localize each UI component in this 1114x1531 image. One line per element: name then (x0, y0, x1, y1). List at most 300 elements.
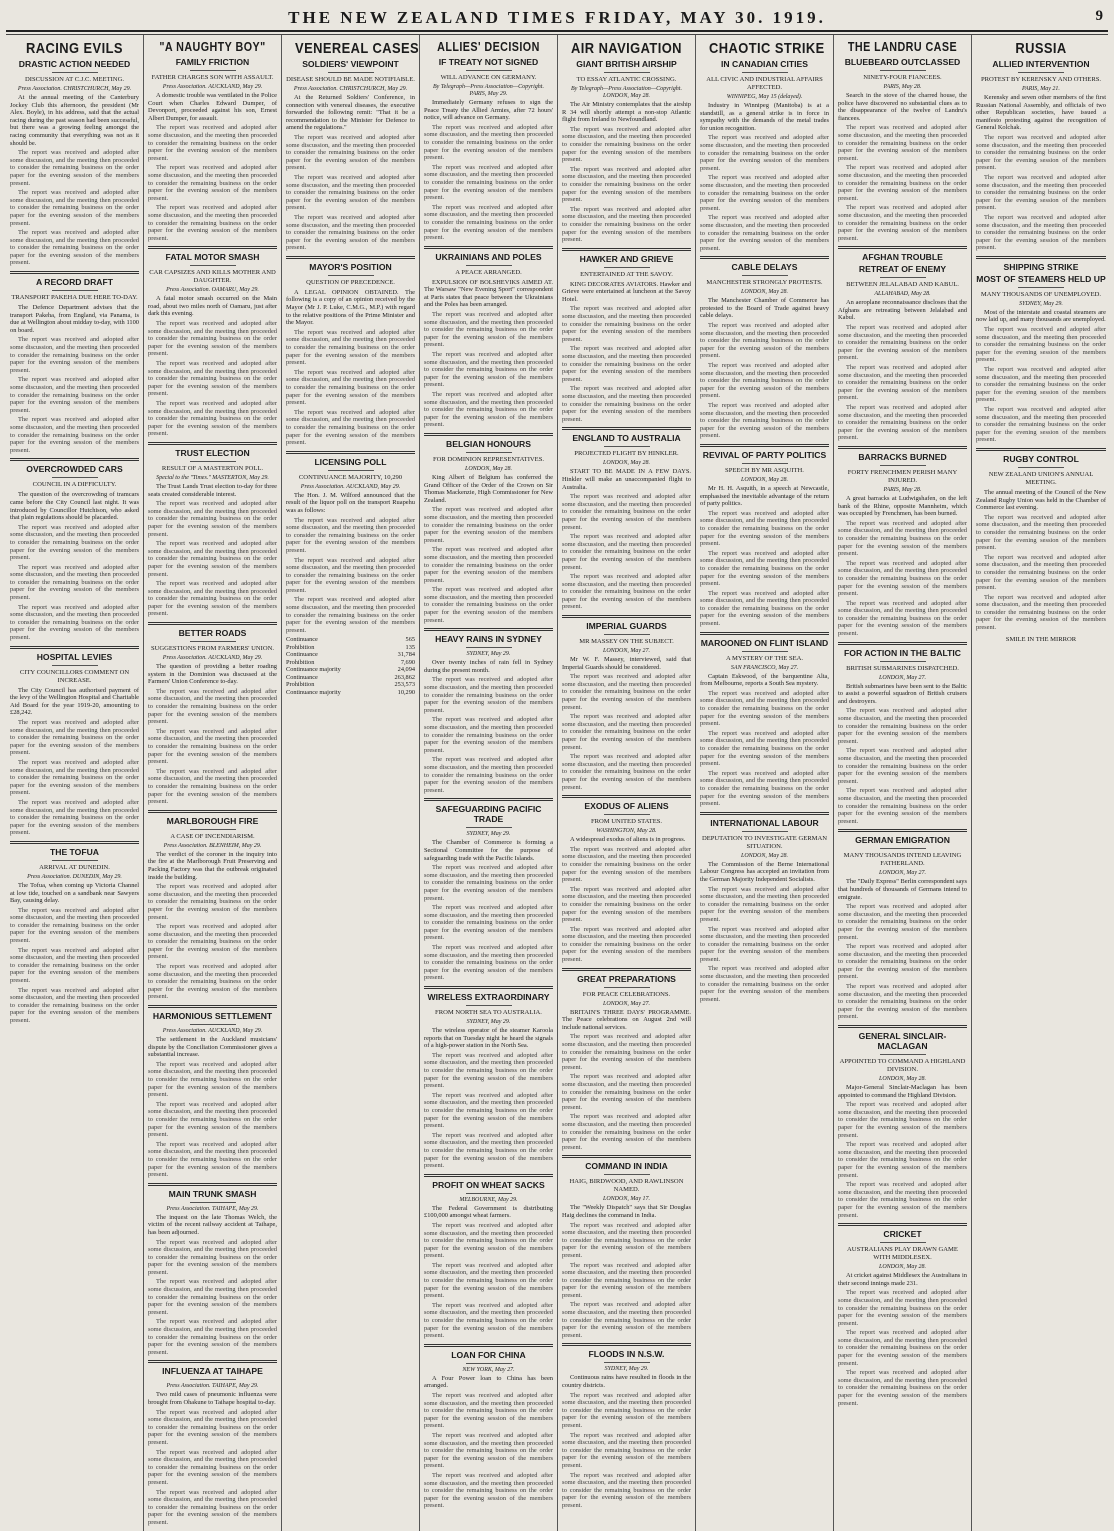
article (976, 448, 1106, 632)
article (562, 615, 691, 791)
article-text-filler: The report was received and adopted after some discussion, and the meeting then proceeded to consider the remaining business on the order paper for the evening session of the members present. (424, 1091, 553, 1130)
article-body: The Commission of the Berne International Labour Congress has accepted an invitation from the German Majority Independent Socialists. (700, 860, 829, 883)
article-text-filler: The report was received and adopted after some discussion, and the meeting then proceeded to consider the remaining business on the order paper for the evening session of the members present. (562, 1073, 691, 1111)
article (148, 246, 277, 438)
article (838, 829, 967, 1021)
article-body: A LEGAL OPINION OBTAINED. The following is a copy of an opinion received by the Mayor (Mr J. P. Luke, C.M.G., M.P.) with regard to the relative positions of the Prime Minister and the Mayor. (286, 288, 415, 327)
poll-row (286, 651, 415, 659)
article-text-filler: The report was received and adopted after some discussion, and the meeting then proceeded to consider the remaining business on the order paper for the evening session of the members present. (838, 1141, 967, 1179)
article-text-filler: The report was received and adopted after some discussion, and the meeting then proceeded to consider the remaining business on the order paper for the evening session of the members present. (700, 925, 829, 963)
article (424, 628, 553, 794)
article-headline: HOSPITAL LEVIES (36, 651, 113, 662)
headline-rule (742, 72, 788, 73)
article-headline: GENERAL SINCLAIR-MACLAGAN (858, 1031, 947, 1052)
article-headline: CRICKET (883, 1229, 922, 1240)
article-text-filler: The report was received and adopted after some discussion, and the meeting then proceeded to consider the remaining business on the order paper for the evening session of the members present. (562, 1301, 691, 1339)
article-dateline: LONDON, May 27. (878, 870, 926, 877)
article-deck: DISEASE SHOULD BE MADE NOTIFIABLE. (286, 76, 415, 83)
article-text-filler: The report was received and adopted after some discussion, and the meeting then proceeded to consider the remaining business on the order paper for the evening session of the members present. (562, 125, 691, 164)
page-number: 9 (1095, 8, 1106, 24)
article-divider (700, 256, 829, 259)
article-text-filler: The report was received and adopted after some discussion, and the meeting then proceeded to consider the remaining business on the order paper for the evening session of the members present. (562, 1113, 691, 1151)
poll-value: 263,862 (394, 673, 415, 681)
article-body: The Air Ministry contemplates that the airship R 34 will shortly attempt a non-stop Atlantic flight from Ireland to Newfoundland. (562, 101, 691, 124)
article-body: Immediately Germany refuses to sign the Peace Treaty the Allied Armies, after 72 hours' notice, will advance on Germany. (424, 99, 553, 122)
article-dateline: By Telegraph—Press Association—Copyright. LONDON, May 28. (571, 86, 682, 99)
article-dateline: SYDNEY, May 29. (604, 1366, 649, 1373)
article-subhead: ALLIED INTERVENTION (992, 59, 1090, 69)
poll-label: Prohibition (286, 681, 315, 689)
article-dateline: SYDNEY, May 29. (466, 831, 511, 838)
article-text-filler: The report was received and adopted after some discussion, and the meeting then proceeded to consider the remaining business on the order paper for the evening session of the members present. (838, 1181, 967, 1219)
article-text-filler: The report was received and adopted after some discussion, and the meeting then proceeded to consider the remaining business on the order paper for the evening session of the members present. (976, 133, 1106, 172)
poll-label: Continuance (286, 636, 318, 644)
headline-rule (742, 651, 788, 652)
article-text-filler: The report was received and adopted after some discussion, and the meeting then proceeded to consider the remaining business on the order paper for the evening session of the members present. (700, 689, 829, 728)
article-text-filler: The report was received and adopted after some discussion, and the meeting then proceeded to consider the remaining business on the order paper for the evening session of the members present. (424, 904, 553, 942)
article-body: Two mild cases of pneumonic influenza were brought from Ohakune to Taihape hospital to-day. (148, 1391, 277, 1406)
headline-rule (604, 267, 650, 268)
article-text-filler: The report was received and adopted after some discussion, and the meeting then proceeded to consider the remaining business on the order paper for the evening session of the members present. (424, 676, 553, 714)
article-text-filler: The report was received and adopted after some discussion, and the meeting then proceeded to consider the remaining business on the order paper for the evening session of the members present. (424, 123, 553, 162)
poll-value: 565 (405, 636, 415, 644)
article-text-filler: The report was received and adopted after some discussion, and the meeting then proceeded to consider the remaining business on the order paper for the evening session of the members present. (976, 366, 1106, 404)
article-dateline: NEW YORK, May 27. (462, 1366, 515, 1373)
column-3 (282, 35, 420, 1531)
article-divider (424, 986, 553, 989)
article-deck: DEPUTATION TO INVESTIGATE GERMAN SITUATION. (701, 834, 828, 850)
poll-label: Continuance majority (286, 666, 341, 674)
article-text-filler: The report was received and adopted after some discussion, and the meeting then proceeded to consider the remaining business on the order paper for the evening session of the members present. (976, 513, 1106, 552)
article-divider (700, 812, 829, 815)
headline-rule (604, 814, 650, 815)
article-text-filler: The report was received and adopted after some discussion, and the meeting then proceeded to consider the remaining business on the order paper for the evening session of the members present. (424, 391, 553, 429)
article-text-filler: The report was received and adopted after some discussion, and the meeting then proceeded to consider the remaining business on the order paper for the evening session of the members present. (700, 402, 829, 440)
article-text-filler: The report was received and adopted after some discussion, and the meeting then proceeded to consider the remaining business on the order paper for the evening session of the members present. (562, 753, 691, 791)
article-headline: OVERCROWDED CARS (26, 464, 123, 475)
article-divider (148, 1183, 277, 1186)
article-headline: INFLUENZA AT TAIHAPE (162, 1366, 263, 1377)
article-text-filler: The report was received and adopted after some discussion, and the meeting then proceeded to consider the remaining business on the order paper for the evening session of the members present. (148, 540, 277, 578)
poll-row (286, 644, 415, 652)
article-deck: SUGGESTIONS FROM FARMERS' UNION. (150, 645, 275, 653)
article-headline: FLOODS IN N.S.W. (588, 1349, 665, 1360)
article-deck: BRITISH SUBMARINES DISPATCHED. (846, 664, 959, 672)
article-text-filler: The report was received and adopted after some discussion, and the meeting then proceeded to consider the remaining business on the order paper for the evening session of the members present. (10, 603, 139, 642)
column-8 (972, 35, 1110, 1531)
article-dateline: SAN FRANCISCO, May 27. (730, 664, 799, 671)
article-text-filler: The report was received and adopted after some discussion, and the meeting then proceeded to consider the remaining business on the order paper for the evening session of the members present. (424, 756, 553, 794)
poll-label: Prohibition (286, 658, 315, 666)
article-text-filler: The report was received and adopted after some discussion, and the meeting then proceeded to consider the remaining business on the order paper for the evening session of the members present. (700, 885, 829, 923)
article-divider (10, 841, 139, 844)
article-dateline: By Telegraph—Press Association—Copyright. PARIS, May 29. (433, 84, 544, 97)
article-divider (10, 646, 139, 649)
article-subhead: RETREAT OF ENEMY (858, 264, 947, 275)
article (10, 646, 139, 837)
article-text-filler: The report was received and adopted after some discussion, and the meeting then proceeded to consider the remaining business on the order paper for the evening session of the members present. (148, 1060, 277, 1099)
article (148, 810, 277, 1001)
article-text-filler: The report was received and adopted after some discussion, and the meeting then proceeded to consider the remaining business on the order paper for the evening session of the members present. (286, 133, 415, 172)
article (976, 40, 1106, 252)
article-body: Over twenty inches of rain fell in Sydney during the present month. (424, 659, 553, 674)
article-subhead: FAMILY FRICTION (175, 57, 250, 67)
headline-rule (190, 461, 236, 462)
article-divider (286, 256, 415, 259)
poll-results (286, 636, 415, 696)
article-headline: LOAN FOR CHINA (451, 1349, 526, 1360)
article (700, 812, 829, 1004)
headline-rule (742, 275, 788, 276)
article (562, 40, 691, 244)
headline-rule (190, 829, 236, 830)
headline-rule (1018, 287, 1064, 288)
article-text-filler: The report was received and adopted after some discussion, and the meeting then proceeded to consider the remaining business on the order paper for the evening session of the members present. (148, 1100, 277, 1139)
article (562, 795, 691, 964)
article-text-filler: The report was received and adopted after some discussion, and the meeting then proceeded to consider the remaining business on the order paper for the evening session of the members present. (286, 596, 415, 634)
article-text-filler: The report was received and adopted after some discussion, and the meeting then proceeded to consider the remaining business on the order paper for the evening session of the members present. (424, 1261, 553, 1300)
headline-rule (466, 1005, 512, 1006)
article-body: An aeroplane reconnaissance discloses that the Afghans are retreating between Jelalabad and Kabul. (838, 299, 967, 322)
article-text-filler: The report was received and adopted after some discussion, and the meeting then proceeded to consider the remaining business on the order paper for the evening session of the members present. (424, 546, 553, 584)
article-body: A fatal motor smash occurred on the Main road, about two miles north of Oamaru, just after dark this evening. (148, 295, 277, 318)
article-headline: SHIPPING STRIKE (1003, 261, 1079, 272)
article-body: The question of providing a better roading system in the Dominion was discussed at the Farmers' Union Conference to-day. (148, 663, 277, 686)
article-dateline: Press Association. CHRISTCHURCH, May 29. (17, 86, 132, 92)
article-dateline: LONDON, May 27. (602, 648, 650, 655)
article (838, 1223, 967, 1407)
article-text-filler: The report was received and adopted after some discussion, and the meeting then proceeded to consider the remaining business on the order paper for the evening session of the members present. (976, 406, 1106, 444)
article-text-filler: The report was received and adopted after some discussion, and the meeting then proceeded to consider the remaining business on the order paper for the evening session of the members present. (148, 1318, 277, 1356)
column-5 (558, 35, 696, 1531)
article-deck: MANCHESTER STRONGLY PROTESTS. (706, 279, 823, 287)
article-text-filler: The report was received and adopted after some discussion, and the meeting then proceeded to consider the remaining business on the order paper for the evening session of the members present. (424, 1471, 553, 1510)
article (148, 1183, 277, 1357)
article-text-filler: The report was received and adopted after some discussion, and the meeting then proceeded to consider the remaining business on the order paper for the evening session of the members present. (976, 213, 1106, 252)
article-headline: ENGLAND TO AUSTRALIA (572, 433, 681, 444)
article-text-filler: The report was received and adopted after some discussion, and the meeting then proceeded to consider the remaining business on the order paper for the evening session of the members present. (700, 174, 829, 212)
column-6 (696, 35, 834, 1531)
article-text-filler: The report was received and adopted after some discussion, and the meeting then proceeded to consider the remaining business on the order paper for the evening session of the members present. (562, 1391, 691, 1429)
article-text-filler: The report was received and adopted after some discussion, and the meeting then proceeded to consider the remaining business on the order paper for the evening session of the members present. (700, 965, 829, 1003)
article-headline: WIRELESS EXTRAORDINARY (427, 992, 550, 1003)
poll-label: Continuance (286, 673, 318, 681)
article-text-filler: The report was received and adopted after some discussion, and the meeting then proceeded to consider the remaining business on the order paper for the evening session of the members present. (976, 326, 1106, 364)
article-headline: COMMAND IN INDIA (585, 1161, 668, 1172)
article-text-filler: The report was received and adopted after some discussion, and the meeting then proceeded to consider the remaining business on the order paper for the evening session of the members present. (838, 124, 967, 162)
article-dateline: Press Association. OAMARU, May 29. (166, 287, 259, 294)
article-divider (838, 446, 967, 449)
article-text-filler: The report was received and adopted after some discussion, and the meeting then proceeded to consider the remaining business on the order paper for the evening session of the members present. (976, 553, 1106, 592)
article-body: START TO BE MADE IN A FEW DAYS. Hinkler will make an unaccompanied flight to Australia. (562, 468, 691, 491)
article-dateline: LONDON, May 28. (878, 1264, 926, 1271)
article-body: Captain Eskwood, of the barquentine Alta, from Melbourne, reports a South Sea mystery. (700, 672, 829, 688)
headline-rule (190, 641, 236, 642)
article-divider (562, 1343, 691, 1346)
article-headline: THE LANDRU CASE (847, 40, 958, 54)
article-divider (424, 798, 553, 801)
article-headline: LICENSING POLL (314, 456, 387, 467)
article-headline: AFGHAN TROUBLE (862, 252, 943, 263)
article-body: The question of the overcrowding of tramcars came before the City Council last night. It was introduced by Councillor Hutchison, who asked that plain regulations should be placarded. (10, 491, 139, 522)
article-dateline: SYDNEY, May 29. (1019, 300, 1063, 307)
headline-rule (52, 72, 98, 73)
headline-rule (1018, 72, 1064, 73)
article-headline: MARLBOROUGH FIRE (166, 815, 259, 826)
article-text-filler: The report was received and adopted after some discussion, and the meeting then proceeded to consider the remaining business on the order paper for the evening session of the members present. (10, 523, 139, 562)
headline-rule (880, 277, 926, 278)
article-text-filler: The report was received and adopted after some discussion, and the meeting then proceeded to consider the remaining business on the order paper for the evening session of the members present. (700, 549, 829, 588)
poll-row (286, 666, 415, 674)
article-text-filler: The report was received and adopted after some discussion, and the meeting then proceeded to consider the remaining business on the order paper for the evening session of the members present. (838, 747, 967, 785)
article (286, 40, 420, 252)
article (838, 642, 967, 826)
article-text-filler: The report was received and adopted after some discussion, and the meeting then proceeded to consider the remaining business on the order paper for the evening session of the members present. (562, 1431, 691, 1469)
article-headline: FATAL MOTOR SMASH (165, 252, 260, 263)
article-text-filler: The report was received and adopted after some discussion, and the meeting then proceeded to consider the remaining business on the order paper for the evening session of the members present. (838, 559, 967, 598)
article-deck: FOR PEACE CELEBRATIONS. (582, 990, 671, 998)
article-text-filler: The report was received and adopted after some discussion, and the meeting then proceeded to consider the remaining business on the order paper for the evening session of the members present. (148, 883, 277, 921)
article-headline: UKRAINIANS AND POLES (435, 251, 542, 262)
poll-label: Continuance (286, 651, 318, 659)
article-divider (148, 1005, 277, 1008)
article (838, 246, 967, 442)
article-deck: FATHER CHARGES SON WITH ASSAULT. (151, 74, 274, 81)
article (286, 451, 415, 697)
article-divider (562, 795, 691, 798)
article-divider (424, 1344, 553, 1347)
article-deck: NEW ZEALAND UNION'S ANNUAL MEETING. (988, 470, 1094, 486)
article-text-filler: The report was received and adopted after some discussion, and the meeting then proceeded to consider the remaining business on the order paper for the evening session of the members present. (700, 362, 829, 400)
article-body: The Hon. J. M. Wilford announced that the result of the liquor poll on the transport Ruapehu was as follows: (286, 491, 415, 514)
article-deck: DISCUSSION AT C.J.C. MEETING. (25, 76, 124, 83)
article-headline: BARRACKS BURNED (858, 451, 947, 462)
article-divider (838, 1025, 967, 1028)
article-text-filler: The report was received and adopted after some discussion, and the meeting then proceeded to consider the remaining business on the order paper for the evening session of the members present. (562, 573, 691, 611)
article-headline: ALLIES' DECISION (437, 40, 540, 54)
article-text-filler: The report was received and adopted after some discussion, and the meeting then proceeded to consider the remaining business on the order paper for the evening session of the members present. (10, 758, 139, 797)
article-text-filler: The report was received and adopted after some discussion, and the meeting then proceeded to consider the remaining business on the order paper for the evening session of the members present. (148, 580, 277, 618)
article-deck: A CASE OF INCENDIARISM. (170, 832, 255, 840)
article-deck: PROTEST BY KERENSKY AND OTHERS. (980, 76, 1102, 83)
article-dateline: SYDNEY, May 29. (466, 651, 511, 658)
article-text-filler: The report was received and adopted after some discussion, and the meeting then proceeded to consider the remaining business on the order paper for the evening session of the members present. (148, 400, 277, 438)
article-text-filler: The report was received and adopted after some discussion, and the meeting then proceeded to consider the remaining business on the order paper for the evening session of the members present. (148, 1488, 277, 1526)
article-text-filler: The report was received and adopted after some discussion, and the meeting then proceeded to consider the remaining business on the order paper for the evening session of the members present. (286, 213, 415, 252)
article (424, 1344, 553, 1510)
article (148, 40, 277, 242)
article-divider (562, 615, 691, 618)
headline-rule (466, 1193, 512, 1194)
article-text-filler: The report was received and adopted after some discussion, and the meeting then proceeded to consider the remaining business on the order paper for the evening session of the members present. (562, 533, 691, 571)
article-dateline: LONDON, May 28. (878, 1076, 926, 1083)
article-deck: A MYSTERY OF THE SEA. (725, 654, 804, 662)
headline-rule (880, 661, 926, 662)
article-headline: MAYOR'S POSITION (309, 261, 392, 272)
headline-rule (328, 470, 374, 471)
article-body: King Albert of Belgium has conferred the Grand Officer of the Order of the Crown on Sir Thomas Mackenzie, High Commissioner for New Zealand. (424, 473, 553, 504)
article-deck: FOR DOMINION REPRESENTATIVES. (432, 455, 545, 463)
article-text-filler: The report was received and adopted after some discussion, and the meeting then proceeded to consider the remaining business on the order paper for the evening session of the members present. (838, 599, 967, 638)
article-headline: IMPERIAL GUARDS (586, 621, 667, 632)
article-text-filler: The report was received and adopted after some discussion, and the meeting then proceeded to consider the remaining business on the order paper for the evening session of the members present. (562, 673, 691, 711)
article-deck: A PEACE ARRANGED. (455, 268, 522, 276)
article-text-filler: The report was received and adopted after some discussion, and the meeting then proceeded to consider the remaining business on the order paper for the evening session of the members present. (562, 493, 691, 531)
article-divider (10, 458, 139, 461)
article-text-filler: The report was received and adopted after some discussion, and the meeting then proceeded to consider the remaining business on the order paper for the evening session of the members present. (700, 134, 829, 172)
article-headline: MAIN TRUNK SMASH (168, 1188, 257, 1199)
article-divider (838, 829, 967, 832)
poll-label: Prohibition (286, 643, 315, 651)
article-body: A great barracks at Ludwigshafen, on the left bank of the Rhine, opposite Mannheim, which was occupied by Frenchmen, has been burned. (838, 494, 967, 518)
article-dateline: LONDON, May 27. (878, 674, 926, 681)
article (424, 433, 553, 624)
article (838, 1025, 967, 1219)
article-text-filler: The report was received and adopted after some discussion, and the meeting then proceeded to consider the remaining business on the order paper for the evening session of the members present. (838, 1329, 967, 1367)
article-dateline: LONDON, May 28. (740, 476, 788, 483)
article (700, 256, 829, 440)
headline-rule (52, 860, 98, 861)
article-headline: VENEREAL CASES (295, 40, 420, 57)
article-divider (838, 246, 967, 249)
article (838, 40, 967, 242)
article-deck: SPEECH BY MR ASQUITH. (725, 466, 804, 474)
article-text-filler: The report was received and adopted after some discussion, and the meeting then proceeded to consider the remaining business on the order paper for the evening session of the members present. (700, 769, 829, 808)
article-text-filler: The report was received and adopted after some discussion, and the meeting then proceeded to consider the remaining business on the order paper for the evening session of the members present. (562, 385, 691, 423)
article-text-filler: The report was received and adopted after some discussion, and the meeting then proceeded to consider the remaining business on the order paper for the evening session of the members present. (562, 925, 691, 964)
headline-rule (880, 1054, 926, 1055)
article-text-filler: The report was received and adopted after some discussion, and the meeting then proceeded to consider the remaining business on the order paper for the evening session of the members present. (700, 729, 829, 768)
article-deck: FROM NORTH SEA TO AUSTRALIA. (435, 1009, 542, 1017)
article-body: The "Weekly Dispatch" says that Sir Douglas Haig declines the command in India. (562, 1204, 691, 1219)
article (424, 1174, 553, 1340)
article-deck: ARRIVAL AT DUNEDIN. (39, 863, 110, 871)
article-divider (286, 451, 415, 454)
headline-rule (466, 265, 512, 266)
article-deck: WILL ADVANCE ON GERMANY. (440, 74, 537, 81)
article-headline: REVIVAL OF PARTY POLITICS (702, 449, 827, 460)
article-divider (424, 433, 553, 436)
poll-value: 253,573 (394, 681, 415, 689)
article-text-filler: The report was received and adopted after some discussion, and the meeting then proceeded to consider the remaining business on the order paper for the evening session of the members present. (838, 1369, 967, 1407)
article-divider (424, 628, 553, 631)
article-deck: CITY COUNCILLORS COMMENT ON INCREASE. (19, 668, 130, 684)
article-text-filler: The report was received and adopted after some discussion, and the meeting then proceeded to consider the remaining business on the order paper for the evening session of the members present. (562, 205, 691, 244)
article-body: At cricket against Middlesex the Australians in their second innings made 231. (838, 1272, 967, 1287)
article-text-filler: The report was received and adopted after some discussion, and the meeting then proceeded to consider the remaining business on the order paper for the evening session of the members present. (838, 903, 967, 941)
article-divider (148, 442, 277, 445)
article-body: The Manchester Chamber of Commerce has protested to the Board of Trade against heavy cable delays. (700, 297, 829, 320)
article-text-filler: The report was received and adopted after some discussion, and the meeting then proceeded to consider the remaining business on the order paper for the evening session of the members present. (424, 351, 553, 389)
article-text-filler: The report was received and adopted after some discussion, and the meeting then proceeded to consider the remaining business on the order paper for the evening session of the members present. (562, 305, 691, 343)
article-text-filler: The report was received and adopted after some discussion, and the meeting then proceeded to consider the remaining business on the order paper for the evening session of the members present. (148, 1408, 277, 1446)
article-dateline: WASHINGTON, May 28. (596, 828, 657, 835)
article-text-filler: The report was received and adopted after some discussion, and the meeting then proceeded to consider the remaining business on the order paper for the evening session of the members present. (562, 1033, 691, 1071)
headline-rule (190, 1024, 236, 1025)
article-dateline: Press Association. AUCKLAND, May 29. (162, 1028, 263, 1035)
article-dateline: LONDON, May 28. (740, 852, 788, 859)
headline-rule (742, 463, 788, 464)
article-text-filler: The report was received and adopted after some discussion, and the meeting then proceeded to consider the remaining business on the order paper for the evening session of the members present. (10, 416, 139, 454)
headline-rule (466, 1363, 512, 1364)
article-deck: ALL CIVIC AND INDUSTRIAL AFFAIRS AFFECTED. (706, 76, 823, 91)
article-headline: HARMONIOUS SETTLEMENT (152, 1011, 273, 1022)
article-headline: CHAOTIC STRIKE (709, 40, 825, 57)
poll-row (286, 659, 415, 667)
headline-rule (604, 987, 650, 988)
article-text-filler: The report was received and adopted after some discussion, and the meeting then proceeded to consider the remaining business on the order paper for the evening session of the members present. (562, 713, 691, 751)
article-deck: QUESTION OF PRECEDENCE. (306, 278, 395, 286)
article-body: BRITAIN'S THREE DAYS' PROGRAMME. The Peace celebrations on August 2nd will include national services. (562, 1008, 691, 1031)
article-headline: GREAT PREPARATIONS (577, 973, 676, 984)
article-text-filler: The report was received and adopted after some discussion, and the meeting then proceeded to consider the remaining business on the order paper for the evening session of the members present. (424, 163, 553, 202)
article-text-filler: The report was received and adopted after some discussion, and the meeting then proceeded to consider the remaining business on the order paper for the evening session of the members present. (424, 1221, 553, 1260)
article (562, 427, 691, 611)
article-headline: AIR NAVIGATION (571, 40, 682, 57)
article-text-filler: The report was received and adopted after some discussion, and the meeting then proceeded to consider the remaining business on the order paper for the evening session of the members present. (148, 727, 277, 766)
article (424, 798, 553, 982)
article (838, 446, 967, 638)
article-text-filler: The report was received and adopted after some discussion, and the meeting then proceeded to consider the remaining business on the order paper for the evening session of the members present. (424, 1431, 553, 1470)
headline-rule (880, 465, 926, 466)
article-text-filler: The report was received and adopted after some discussion, and the meeting then proceeded to consider the remaining business on the order paper for the evening session of the members present. (148, 164, 277, 202)
headline-rule (604, 1362, 650, 1363)
article-text-filler: The report was received and adopted after some discussion, and the meeting then proceeded to consider the remaining business on the order paper for the evening session of the members present. (838, 1289, 967, 1327)
article-text-filler: The report was received and adopted after some discussion, and the meeting then proceeded to consider the remaining business on the order paper for the evening session of the members present. (838, 364, 967, 402)
article-text-filler: The report was received and adopted after some discussion, and the meeting then proceeded to consider the remaining business on the order paper for the evening session of the members present. (838, 983, 967, 1021)
poll-row (286, 636, 415, 644)
article-headline: CABLE DELAYS (731, 262, 798, 273)
article-body: The verdict of the coroner in the inquiry into the fire at the Marlborough Fruit Preserving and Packing Factory was that the outbreak originated inside the building. (148, 850, 277, 881)
article-dateline: Press Association. BLENHEIM, May 29. (163, 842, 262, 849)
article-text-filler: The report was received and adopted after some discussion, and the meeting then proceeded to consider the remaining business on the order paper for the evening session of the members present. (700, 214, 829, 252)
article-dateline: PARIS, May 21. (1022, 86, 1060, 92)
article-text-filler: The report was received and adopted after some discussion, and the meeting then proceeded to consider the remaining business on the order paper for the evening session of the members present. (562, 165, 691, 204)
headline-rule (52, 477, 98, 478)
article (10, 841, 139, 1025)
article-text-filler: The report was received and adopted after some discussion, and the meeting then proceeded to consider the remaining business on the order paper for the evening session of the members present. (838, 943, 967, 981)
article-divider (976, 448, 1106, 451)
column-1 (6, 35, 144, 1531)
article-text-filler: The report was received and adopted after some discussion, and the meeting then proceeded to consider the remaining business on the order paper for the evening session of the members present. (424, 1131, 553, 1170)
article-divider (10, 271, 139, 274)
headline-rule (190, 265, 236, 266)
headline-rule (880, 848, 926, 849)
article-subhead: IN CANADIAN CITIES (721, 59, 808, 69)
article-deck: TRANSPORT PAKEHA DUE HERE TO-DAY. (11, 294, 138, 302)
article-text-filler: The report was received and adopted after some discussion, and the meeting then proceeded to consider the remaining business on the order paper for the evening session of the members present. (424, 203, 553, 242)
article-deck: MANY THOUSANDS OF UNEMPLOYED. (980, 290, 1102, 298)
article-text-filler: The report was received and adopted after some discussion, and the meeting then proceeded to consider the remaining business on the order paper for the evening session of the members present. (838, 164, 967, 202)
article-deck: AUSTRALIANS PLAY DRAWN GAME WITH MIDDLESEX. (847, 1246, 958, 1262)
poll-row (286, 689, 415, 697)
article-text-filler: The report was received and adopted after some discussion, and the meeting then proceeded to consider the remaining business on the order paper for the evening session of the members present. (286, 328, 415, 367)
article-dateline: WINNIPEG, May 15 (delayed). (726, 94, 803, 100)
article-headline: BELGIAN HONOURS (446, 438, 531, 449)
article-text-filler: The report was received and adopted after some discussion, and the meeting then proceeded to consider the remaining business on the order paper for the evening session of the members present. (10, 906, 139, 945)
article-headline: BETTER ROADS (178, 628, 247, 639)
poll-value: 135 (405, 643, 415, 651)
article-text-filler: The report was received and adopted after some discussion, and the meeting then proceeded to consider the remaining business on the order paper for the evening session of the members present. (838, 1101, 967, 1139)
article-divider (838, 642, 967, 645)
article-dateline: LONDON, May 28. (602, 460, 650, 467)
article-headline: RUSSIA (1015, 40, 1067, 57)
article-text-filler: The report was received and adopted after some discussion, and the meeting then proceeded to consider the remaining business on the order paper for the evening session of the members present. (976, 173, 1106, 212)
article-headline: INTERNATIONAL LABOUR (710, 817, 819, 828)
masthead (6, 4, 1108, 32)
headline-rule (52, 665, 98, 666)
article-text-filler: The report was received and adopted after some discussion, and the meeting then proceeded to consider the remaining business on the order paper for the evening session of the members present. (148, 1448, 277, 1486)
